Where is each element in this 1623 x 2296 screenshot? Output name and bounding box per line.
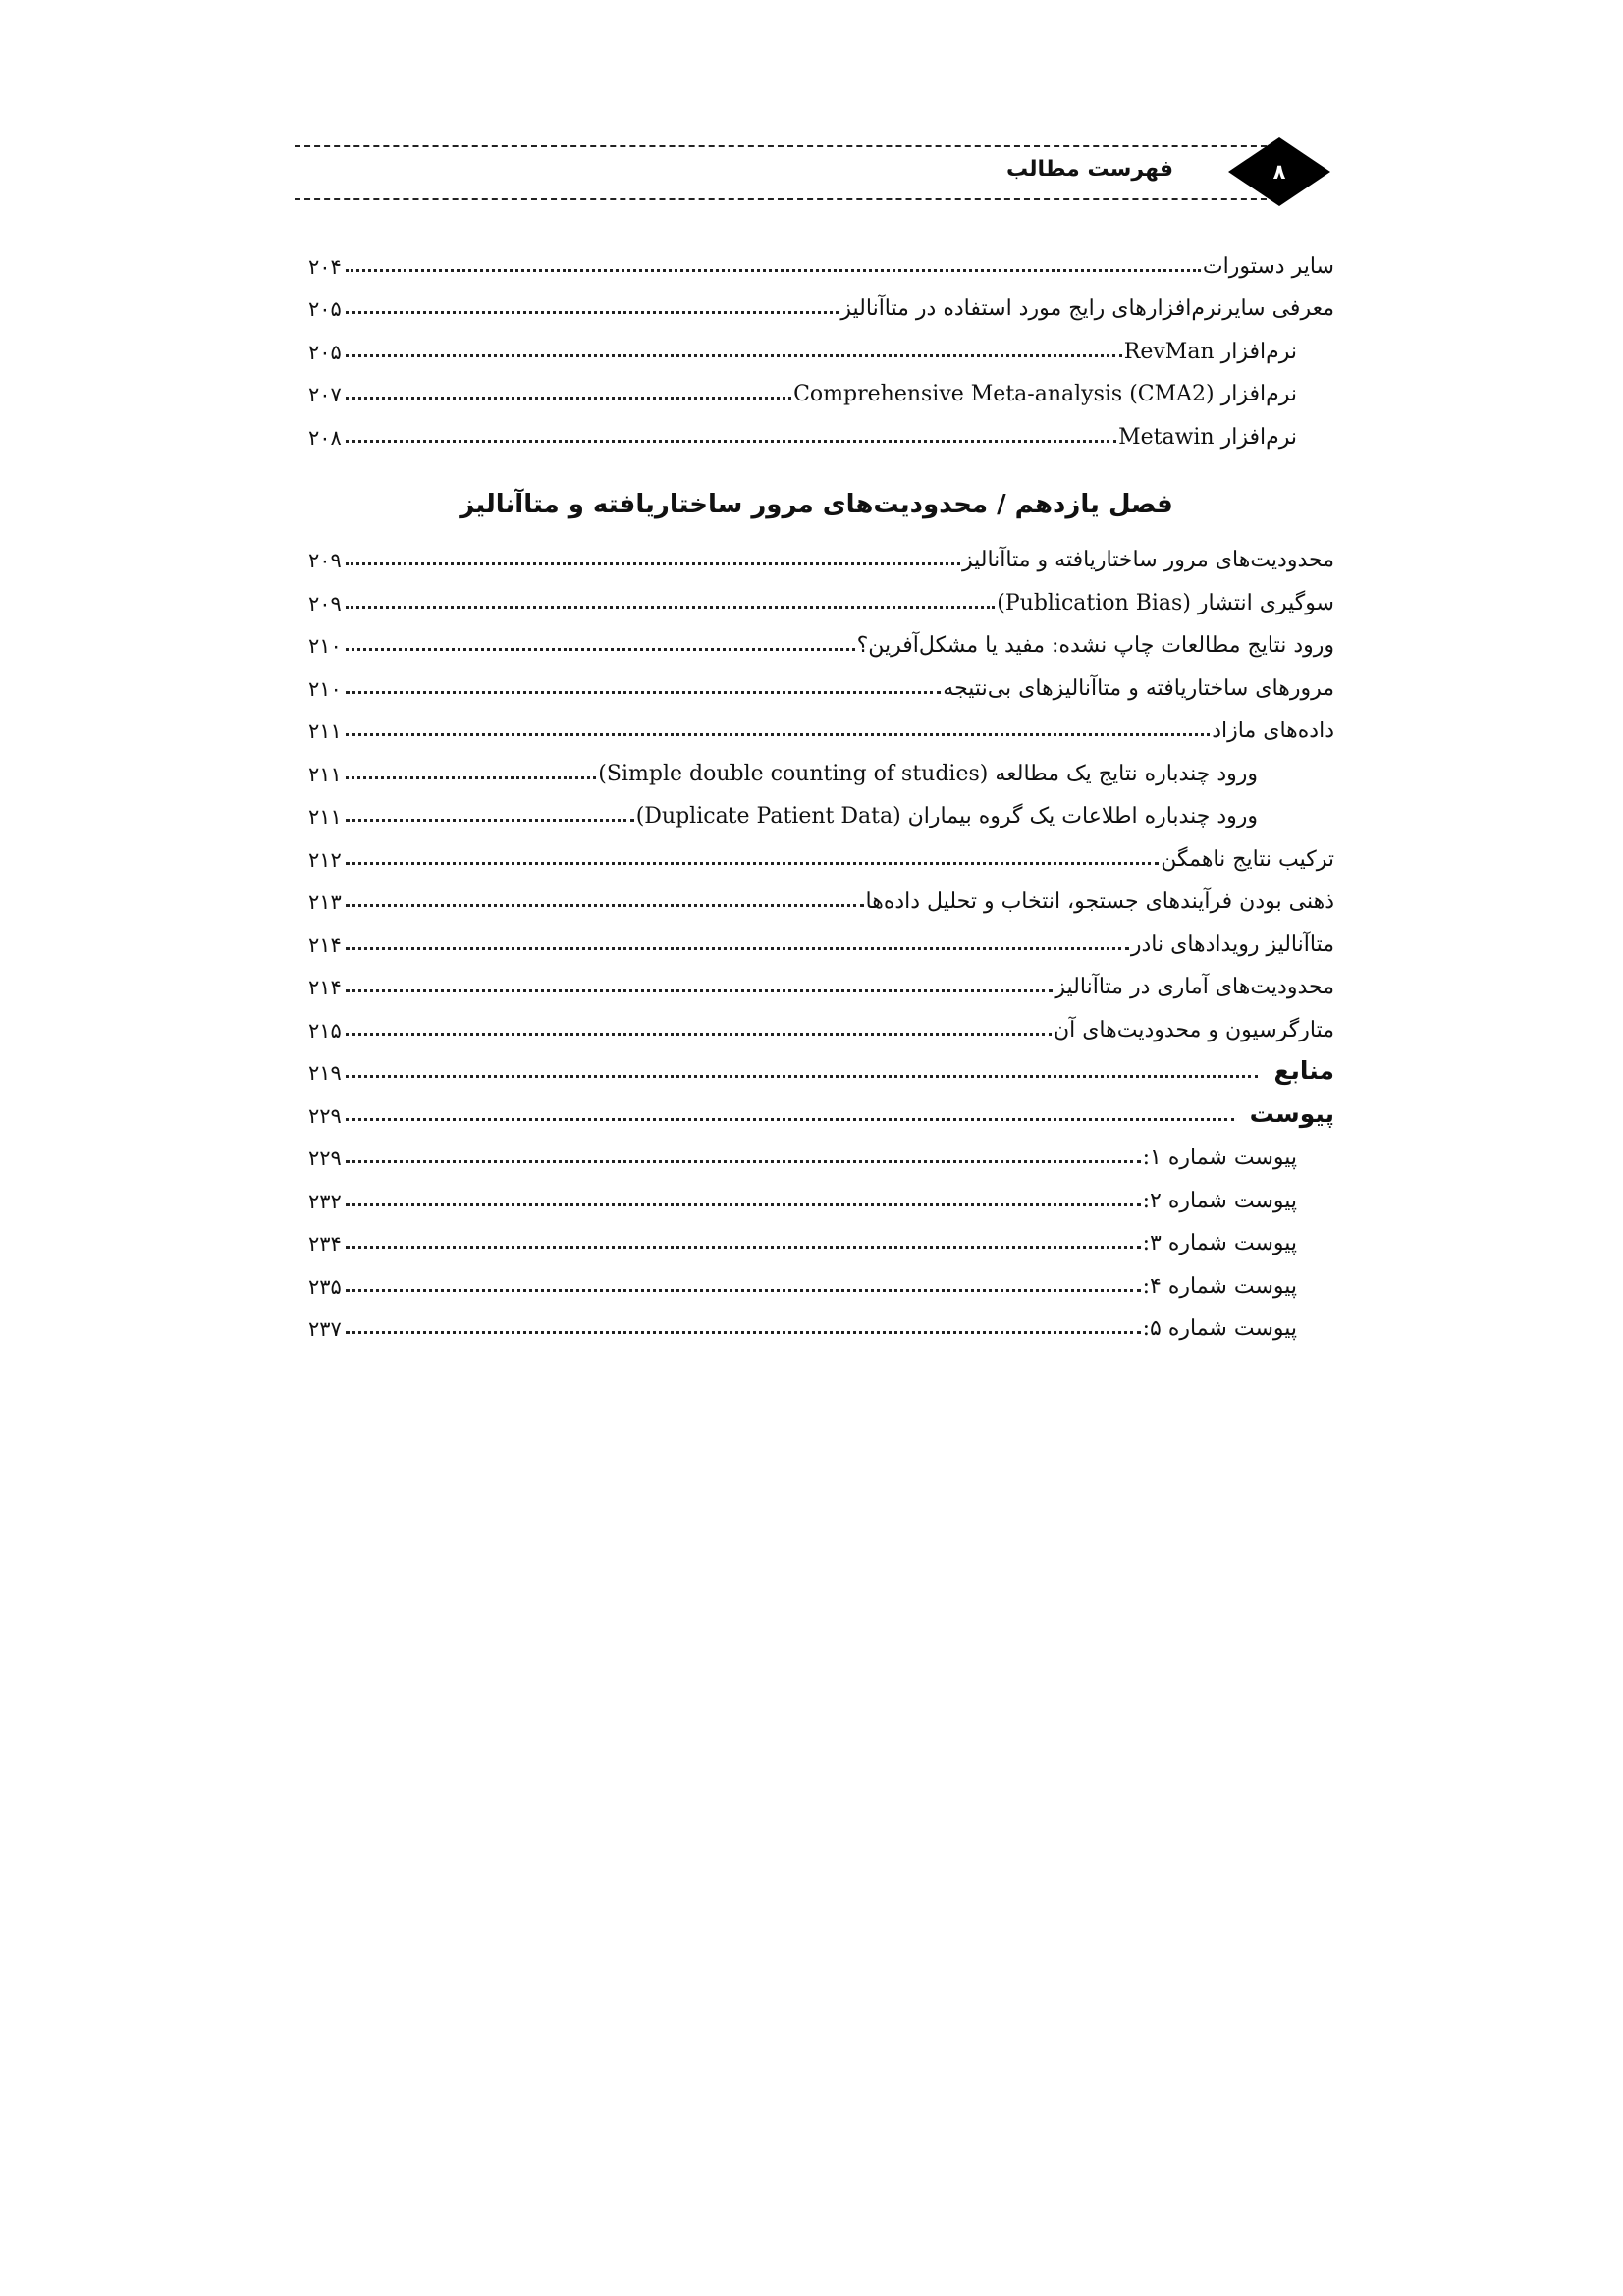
toc-entry-title: نرم‌افزار RevMan <box>1123 339 1297 364</box>
toc-section-entry <box>308 1085 1334 1128</box>
toc-entry-page: ۲۱۱ <box>308 805 342 828</box>
dot-leader <box>346 819 634 822</box>
toc-entry <box>308 999 1334 1042</box>
dot-leader <box>346 606 995 609</box>
toc-entry-page: ۲۱۳ <box>308 890 342 914</box>
toc-entry-title: سوگیری انتشار (Publication Bias) <box>997 590 1334 615</box>
toc-entry-title: محدودیت‌های مرور ساختاریافته و متاآنالیز <box>962 548 1334 572</box>
dot-leader <box>346 1033 1052 1036</box>
dot-leader <box>346 397 791 400</box>
header-bottom-rule <box>295 198 1276 200</box>
dot-leader <box>346 1160 1141 1163</box>
toc-entry <box>308 957 1334 1000</box>
toc-entry-page: ۲۰۵ <box>308 297 342 321</box>
toc-entry <box>308 828 1334 872</box>
toc-entry <box>308 530 1334 573</box>
toc-entry <box>308 1299 1334 1342</box>
toc-entry <box>308 1255 1334 1299</box>
toc-entry-page: ۲۱۱ <box>308 720 342 743</box>
toc-entry-title: سایر دستورات <box>1202 253 1334 279</box>
dot-leader <box>346 862 1159 865</box>
page-number: ۸ <box>1272 160 1286 184</box>
toc-entry-title: نرم‌افزار Comprehensive Meta-analysis (CMA2) <box>793 382 1297 406</box>
dot-leader <box>346 1331 1141 1334</box>
toc-entry-title: محدودیت‌های آماری در متاآنالیز <box>1055 975 1334 999</box>
toc-entry <box>308 658 1334 701</box>
toc-entry-page: ۲۲۹ <box>308 1147 342 1170</box>
toc-entry <box>308 572 1334 615</box>
toc-entry-page: ۲۱۹ <box>308 1061 342 1085</box>
toc-entry <box>308 786 1334 829</box>
toc-entry-page: ۲۱۴ <box>308 976 342 999</box>
toc-entry-page: ۲۳۵ <box>308 1274 342 1299</box>
toc-entry <box>308 321 1334 364</box>
dot-leader <box>346 269 1201 272</box>
toc-entry-page: ۲۳۷ <box>308 1317 342 1341</box>
toc-entry <box>308 914 1334 957</box>
toc-entry-title: پیوست شماره ۳: <box>1142 1231 1297 1255</box>
dot-leader <box>346 776 596 779</box>
toc-entry-title: ذهنی بودن فرآیندهای جستجو، انتخاب و تحلیل داده‌ها <box>865 889 1334 914</box>
toc-entry-page: ۲۰۷ <box>308 383 342 406</box>
dot-leader <box>346 562 960 565</box>
dot-leader <box>346 904 864 907</box>
toc-entry-title: پیوست شماره ۵: <box>1142 1316 1297 1341</box>
toc-entry-title: مرورهای ساختاریافته و متاآنالیزهای بی‌نتیجه <box>943 675 1334 701</box>
table-of-contents <box>308 236 1334 1341</box>
toc-entry <box>308 1213 1334 1256</box>
dot-leader <box>346 354 1122 357</box>
toc-entry-page: ۲۳۲ <box>308 1189 342 1213</box>
toc-entry-page: ۲۱۴ <box>308 933 342 957</box>
toc-entry-page: ۲۱۱ <box>308 762 342 786</box>
toc-entry-page: ۲۰۸ <box>308 425 342 450</box>
toc-entry <box>308 236 1334 279</box>
toc-entry-title: متارگرسیون و محدودیت‌های آن <box>1053 1017 1334 1042</box>
toc-entry-page: ۲۱۲ <box>308 847 342 872</box>
dot-leader <box>346 1118 1234 1121</box>
dot-leader <box>346 1075 1258 1078</box>
toc-entry-page: ۲۰۹ <box>308 549 342 572</box>
dot-leader <box>346 1246 1141 1249</box>
toc-entry-page: ۲۲۹ <box>308 1103 342 1128</box>
toc-entry-title: منابع <box>1273 1056 1334 1085</box>
dot-leader <box>346 440 1116 443</box>
dot-leader <box>346 733 1210 736</box>
toc-entry-title: پیوست شماره ۲: <box>1142 1188 1297 1213</box>
toc-entry-title: پیوست <box>1249 1098 1334 1128</box>
toc-entry-page: ۲۱۰ <box>308 676 342 701</box>
toc-entry-title: پیوست شماره ۱: <box>1142 1146 1297 1170</box>
toc-entry <box>308 872 1334 915</box>
toc-entry <box>308 279 1334 322</box>
toc-entry-title: ورود نتایج مطالعات چاپ نشده: مفید یا مشکل‌آفرین؟ <box>856 633 1334 658</box>
toc-entry <box>308 364 1334 407</box>
toc-entry <box>308 701 1334 744</box>
toc-entry-title: معرفی سایرنرم‌افزارهای رایج مورد استفاده در متاآنالیز <box>840 296 1334 321</box>
toc-entry-page: ۲۰۹ <box>308 591 342 615</box>
running-title: فهرست مطالب <box>1005 157 1173 182</box>
toc-entry-title: نرم‌افزار Metawin <box>1118 424 1297 450</box>
dot-leader <box>346 691 941 694</box>
toc-section-entry <box>308 1042 1334 1086</box>
dot-leader <box>346 1289 1141 1292</box>
toc-entry <box>308 1128 1334 1171</box>
dot-leader <box>346 947 1129 950</box>
toc-entry-title: ترکیب نتایج ناهمگن <box>1161 846 1334 872</box>
toc-entry-page: ۲۱۵ <box>308 1018 342 1042</box>
toc-entry <box>308 1170 1334 1213</box>
dot-leader <box>346 989 1053 992</box>
page-header <box>295 137 1330 206</box>
toc-entry-page: ۲۱۰ <box>308 634 342 658</box>
toc-entry-page: ۲۰۵ <box>308 340 342 364</box>
dot-leader <box>346 1203 1141 1206</box>
toc-entry-page: ۲۳۴ <box>308 1232 342 1255</box>
toc-entry-title: پیوست شماره ۴: <box>1142 1273 1297 1299</box>
toc-entry <box>308 406 1334 450</box>
toc-entry <box>308 615 1334 659</box>
toc-entry-title: متاآنالیز رویدادهای نادر <box>1130 932 1334 957</box>
header-top-rule <box>295 145 1276 147</box>
toc-entry <box>308 743 1334 786</box>
toc-entry-page: ۲۰۴ <box>308 254 342 279</box>
toc-entry-title: ورود چندباره نتایج یک مطالعه (Simple double counting of studies) <box>598 761 1258 786</box>
chapter-heading: فصل یازدهم / محدودیت‌های مرور ساختاریافته و متاآنالیز <box>460 489 1173 519</box>
dot-leader <box>346 311 839 314</box>
dot-leader <box>346 648 855 651</box>
toc-entry-title: داده‌های مازاد <box>1212 719 1334 743</box>
toc-entry-title: ورود چندباره اطلاعات یک گروه بیماران (Duplicate Patient Data) <box>635 804 1258 828</box>
